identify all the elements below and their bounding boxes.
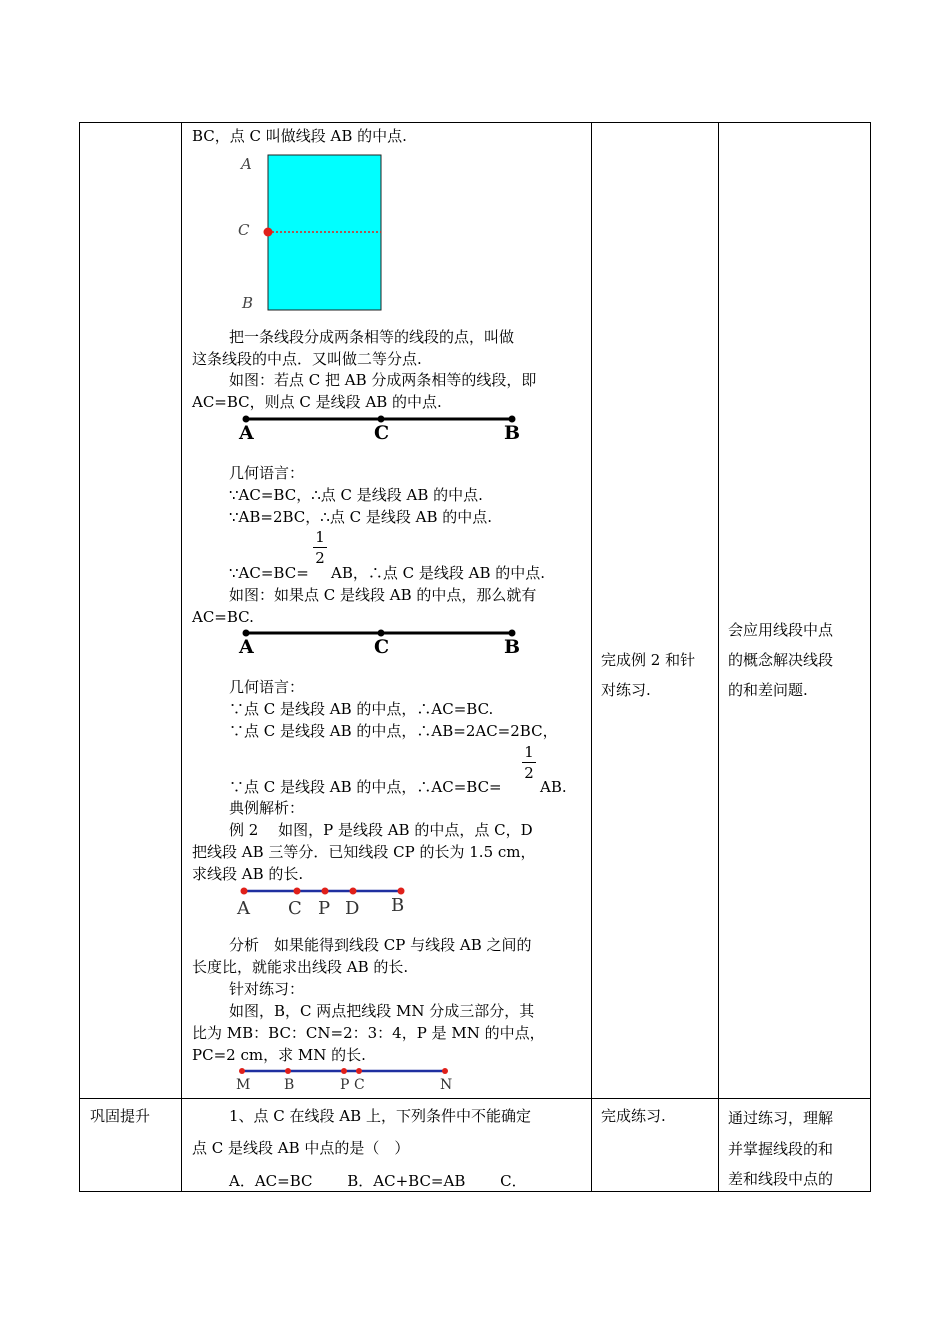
- table-top-border: [79, 122, 871, 123]
- analysis-line-2: 长度比，就能求出线段 AB 的长.: [192, 958, 409, 976]
- fraction-one-half-2: 1 2: [522, 743, 536, 782]
- fig2-label-a: A: [239, 422, 254, 444]
- fig4-label-p: P: [318, 898, 331, 919]
- practice-line-1: 如图，B，C 两点把线段 MN 分成三部分，其: [229, 1002, 535, 1020]
- example-line-2: 把线段 AB 三等分．已知线段 CP 的长为 1.5 cm，: [192, 843, 536, 861]
- practice-goal-line-3: 差和线段中点的: [728, 1170, 834, 1188]
- geometry-line-6b: AB.: [540, 778, 567, 796]
- geometry-line-3b: AB，∴点 C 是线段 AB 的中点.: [331, 564, 546, 582]
- fraction-one-half-1: 1 2: [313, 528, 327, 567]
- fig5-label-n: N: [440, 1077, 453, 1093]
- midpoint-line-1: BC，点 C 叫做线段 AB 的中点.: [192, 127, 407, 145]
- geometry-line-1: ∵AC=BC，∴点 C 是线段 AB 的中点.: [229, 486, 483, 504]
- fig5-label-c: C: [354, 1077, 365, 1093]
- fig4-label-a: A: [237, 898, 250, 919]
- definition-line-1: 把一条线段分成两条相等的线段的点，叫做: [229, 328, 515, 346]
- paragraph-line-2: AC=BC，则点 C 是线段 AB 的中点.: [192, 393, 442, 411]
- practice-title: 针对练习：: [229, 980, 305, 998]
- practice-activity: 完成练习.: [601, 1107, 666, 1125]
- fig2-label-c: C: [374, 422, 390, 444]
- geometry-line-5: ∵点 C 是线段 AB 的中点，∴AB=2AC=2BC，: [229, 722, 558, 740]
- fig5-label-m: M: [236, 1077, 251, 1093]
- geometry-line-6a: ∵点 C 是线段 AB 的中点，∴AC=BC=: [229, 778, 502, 796]
- analysis-line-1: 分析 如果能得到线段 CP 与线段 AB 之间的: [229, 936, 532, 954]
- goal-line-3: 的和差问题.: [728, 681, 808, 699]
- folded-paper-figure: [230, 150, 430, 315]
- fig4-label-c: C: [288, 898, 302, 919]
- table-right-border: [870, 122, 871, 1192]
- geometry-language-title: 几何语言：: [229, 464, 305, 482]
- question-options: A．AC=BC B．AC+BC=AB C．: [229, 1172, 527, 1190]
- geometry-line-3a: ∵AC=BC=: [229, 564, 309, 582]
- activity-line-1: 完成例 2 和针: [601, 651, 696, 669]
- point-c-dot: [264, 228, 273, 237]
- fig5-label-b: B: [284, 1077, 295, 1093]
- example-analysis-title: 典例解析：: [229, 799, 305, 817]
- fig4-label-b: B: [391, 895, 405, 916]
- column-divider-3: [718, 122, 719, 1192]
- row-divider: [79, 1098, 871, 1099]
- question-line-2: 点 C 是线段 AB 中点的是（ ）: [192, 1139, 410, 1157]
- practice-line-2: 比为 MB：BC：CN=2：3：4，P 是 MN 的中点，: [192, 1024, 545, 1042]
- table-left-border: [79, 122, 80, 1192]
- column-divider-1: [181, 122, 182, 1192]
- paragraph-line-1: 如图：若点 C 把 AB 分成两条相等的线段，即: [229, 371, 537, 389]
- geometry-line-2: ∵AB=2BC，∴点 C 是线段 AB 的中点.: [229, 508, 493, 526]
- fig1-label-b: B: [242, 294, 254, 312]
- activity-line-2: 对练习.: [601, 681, 651, 699]
- fig4-label-d: D: [345, 898, 360, 919]
- example-line-3: 求线段 AB 的长.: [192, 865, 304, 883]
- paragraph-line-3: 如图：如果点 C 是线段 AB 的中点，那么就有: [229, 586, 537, 604]
- fig3-label-a: A: [239, 636, 254, 658]
- fig3-label-b: B: [504, 636, 521, 658]
- example-line-1: 例 2 如图，P 是线段 AB 的中点，点 C，D: [229, 821, 533, 839]
- goal-line-1: 会应用线段中点: [728, 621, 834, 639]
- column-divider-2: [591, 122, 592, 1192]
- definition-line-2: 这条线段的中点．又叫做二等分点.: [192, 350, 422, 368]
- geometry-language-title-2: 几何语言：: [229, 678, 305, 696]
- fig5-label-p: P: [340, 1077, 350, 1093]
- fig3-label-c: C: [374, 636, 390, 658]
- goal-line-2: 的概念解决线段: [728, 651, 834, 669]
- geometry-line-4: ∵点 C 是线段 AB 的中点，∴AC=BC.: [229, 700, 494, 718]
- fig1-label-a: A: [241, 155, 252, 173]
- fig1-label-c: C: [238, 221, 250, 239]
- practice-goal-line-2: 并掌握线段的和: [728, 1140, 834, 1158]
- fig2-label-b: B: [504, 422, 521, 444]
- practice-goal-line-1: 通过练习，理解: [728, 1109, 834, 1127]
- question-line-1: 1、点 C 在线段 AB 上，下列条件中不能确定: [229, 1107, 531, 1125]
- consolidation-label: 巩固提升: [90, 1107, 151, 1125]
- paragraph-line-4: AC=BC.: [192, 608, 254, 626]
- practice-line-3: PC=2 cm，求 MN 的长.: [192, 1046, 366, 1064]
